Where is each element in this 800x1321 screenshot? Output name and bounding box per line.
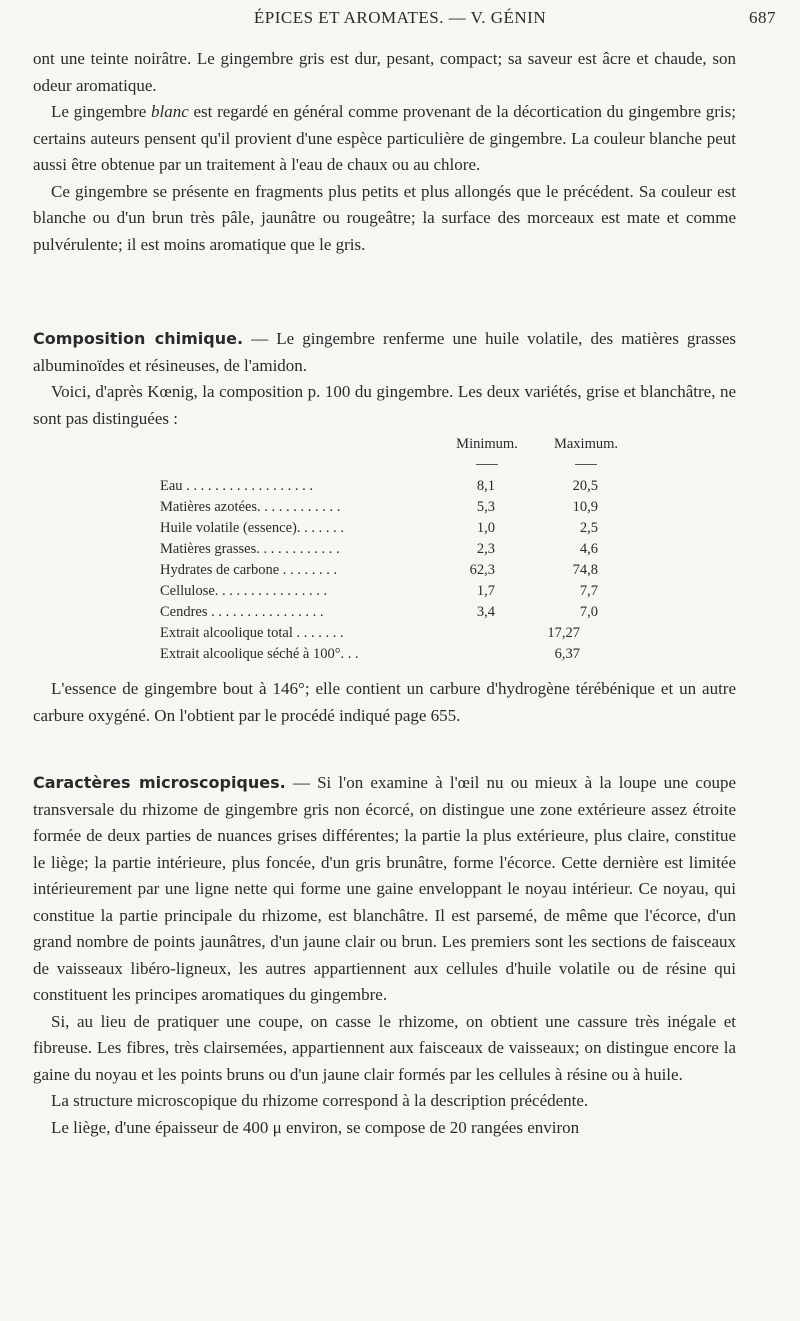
paragraph-gingembre-blanc: Le gingembre blanc est regardé en général comme provenant de la décortication du gingembre gris; certains auteurs pensent qu'il provient d'une espèce particulière de gingembre. La couleur blanche peut aussi être obtenue par un traitement à l'eau de chaux ou au chlore.: [33, 102, 736, 174]
running-head: [0, 8, 800, 32]
table-row: Eau . . . . . . . . . . . . . . . . . . 8,1 20,5: [160, 478, 598, 494]
table-row: Matières grasses. . . . . . . . . . . . 2,3 4,6: [160, 541, 598, 557]
paragraph-essence: L'essence de gingembre bout à 146°; elle contient un carbure d'hydrogène térébénique et un autre carbure oxygéné. On l'obtient par le procédé indiqué page 655.: [33, 679, 736, 725]
paragraph-noiratre: ont une teinte noirâtre. Le gingembre gris est dur, pesant, compact; sa saveur est âcre et chaude, son odeur aromatique.: [33, 49, 736, 95]
page-number: 687: [749, 8, 776, 27]
column-header-minimum: Minimum.: [456, 436, 518, 452]
paragraph-cassure: Si, au lieu de pratiquer une coupe, on casse le rhizome, on obtient une cassure très inégale et fibreuse. Les fibres, très clairsemées, appartiennent aux faisceaux de vaisseaux; on distingue encore la gaine du noyau et les points bruns ou d'un jaune clair formés par les cellules à résine ou à huile.: [33, 1011, 736, 1084]
table-row: Cendres . . . . . . . . . . . . . . . . 3,4 7,0: [160, 604, 598, 620]
essence-block: [33, 676, 736, 729]
composition-section: [33, 326, 736, 432]
microscopic-section: [33, 770, 736, 1141]
column-rule: [575, 464, 597, 465]
paragraph-liege: Le liège, d'une épaisseur de 400 μ environ, se compose de 20 rangées environ: [51, 1117, 580, 1137]
koenig-intro: Voici, d'après Kœnig, la composition p. 100 du gingembre. Les deux variétés, grise et blanchâtre, ne sont pas distinguées :: [33, 382, 736, 428]
column-rule: [476, 464, 498, 465]
table-row: Matières azotées. . . . . . . . . . . . 5,3 10,9: [160, 499, 598, 515]
microscopic-paragraph: Caractères microscopiques. — Si l'on examine à l'œil nu ou mieux à la loupe une coupe transversale du rhizome de gingembre gris non écorcé, on distingue une zone extérieure assez étroite formée de deux parties de nuances grises différentes; la partie la plus extérieure, plus claire, constitue le liège; la partie intérieure, plus foncée, d'un gris brunâtre, forme l'écorce. Cette dernière est limitée intérieurement par une ligne nette qui forme une gaine enveloppant le noyau intérieur. Ce noyau, qui constitue la partie principale du rhizome, est blanchâtre. Il est parsemé, de même que l'écorce, d'un grand nombre de points jaunâtres, d'un jaune clair ou brun. Les premiers sont les sections de faisceaux de vaisseaux libéro-ligneux, les autres appartiennent aux cellules d'huile volatile ou de résine qui constituent les principes aromatiques du gingembre.: [33, 773, 736, 1004]
column-header-maximum: Maximum.: [553, 436, 619, 452]
paragraph-structure: La structure microscopique du rhizome correspond à la description précédente.: [51, 1091, 589, 1110]
composition-paragraph: Composition chimique. — Le gingembre renferme une huile volatile, des matières grasses albuminoïdes et résineuses, de l'amidon.: [33, 329, 737, 375]
table-row: Huile volatile (essence). . . . . . . 1,0 2,5: [160, 520, 598, 536]
intro-block: [33, 46, 736, 258]
composition-heading: Composition chimique.: [33, 329, 244, 348]
table-row: Hydrates de carbone . . . . . . . . 62,3 74,8: [160, 562, 598, 578]
table-total-row: Extrait alcoolique séché à 100°. . . 6,37: [160, 646, 580, 662]
emphasis-blanc: blanc: [151, 102, 189, 121]
running-title: ÉPICES ET AROMATES. — V. GÉNIN: [253, 8, 547, 27]
paragraph-fragments: Ce gingembre se présente en fragments plus petits et plus allongés que le précédent. Sa couleur est blanche ou d'un brun très pâle, jaunâtre ou rougeâtre; la surface des morceaux est mate et comme pulvérulente; il est moins aromatique que le gris.: [33, 181, 736, 254]
table-row: Cellulose. . . . . . . . . . . . . . . . 1,7 7,7: [160, 583, 598, 599]
table-total-row: Extrait alcoolique total . . . . . . . 17,27: [160, 625, 580, 641]
microscopic-heading: Caractères microscopiques.: [33, 773, 286, 792]
